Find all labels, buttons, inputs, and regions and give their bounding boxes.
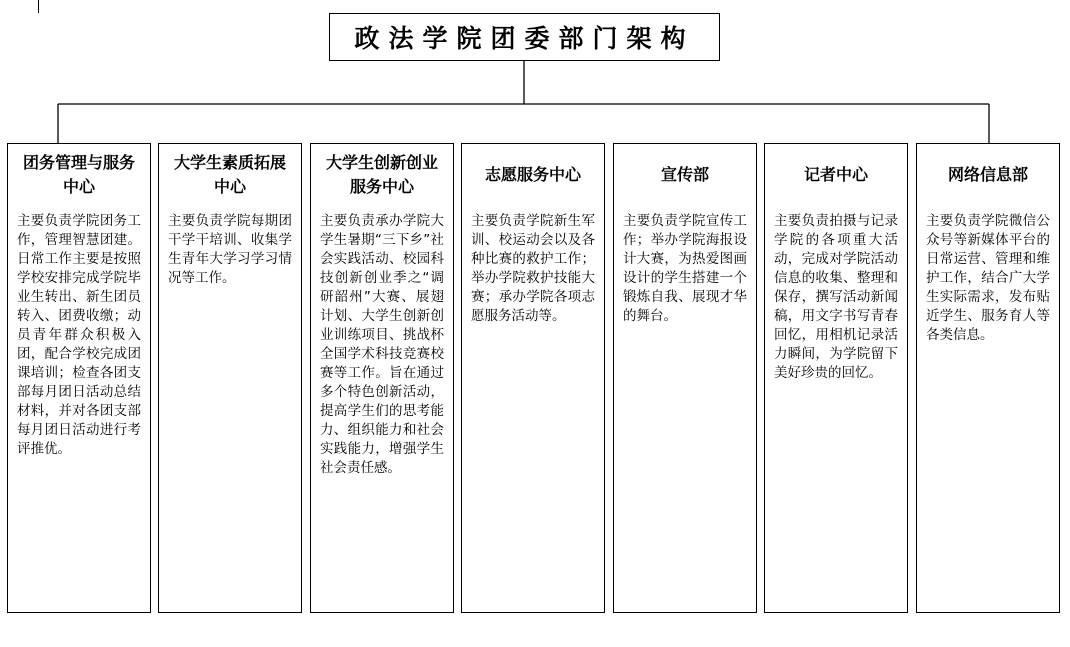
- dept-name: 网络信息部: [947, 165, 1028, 184]
- dept-box-jizhe: [764, 143, 908, 613]
- dept-name: 大学生素质拓展中心: [173, 153, 286, 196]
- dept-name: 志愿服务中心: [484, 165, 581, 184]
- dept-name: 宣传部: [660, 165, 709, 184]
- dept-box-tuanwu: [7, 143, 151, 613]
- dept-description: 主要负责学院团务工作，管理智慧团建。日常工作主要是按照学校安排完成学院毕业生转出、新生团员转入、团费收缴；动员青年群众积极入团，配合学校完成团课培训；检查各团支部每月团日活动总结材料，并对各团支部每月团日活动进行考评推优。: [17, 213, 141, 457]
- dept-box-zhiyuan: [461, 143, 605, 613]
- dept-box-chuangxin: [310, 143, 454, 613]
- dept-description: 主要负责学院微信公众号等新媒体平台的日常运营、管理和维护工作，结合广大学生实际需求，发布贴近学生、服务育人等各类信息。: [926, 213, 1050, 343]
- dept-name: 大学生创新创业服务中心: [325, 153, 438, 196]
- dept-box-xuanchuan: [613, 143, 757, 613]
- dept-description: 主要负责学院新生军训、校运动会以及各种比赛的救护工作；举办学院救护技能大赛；承办学院各项志愿服务活动等。: [471, 213, 595, 324]
- dept-description: 主要负责拍摄与记录学院的各项重大活动，完成对学院活动信息的收集、整理和保存，撰写活动新闻稿，用文字书写青春回忆，用相机记录活力瞬间，为学院留下美好珍贵的回忆。: [774, 213, 898, 381]
- dept-box-suzhi: [158, 143, 302, 613]
- dept-description: 主要负责学院宣传工作；举办学院海报设计大赛，为热爱图画设计的学生搭建一个锻炼自我、展现才华的舞台。: [623, 213, 747, 324]
- dept-box-wangluo: [916, 143, 1060, 613]
- dept-description: 主要负责承办学院大学生暑期“三下乡”社会实践活动、校园科技创新创业季之“调研韶州”大赛、展翅计划、大学生创新创业训练项目、挑战杯全国学术科技竞赛校赛等工作。旨在通过多个特色创新活动，提高学生们的思考能力、组织能力和社会实践能力，增强学生社会责任感。: [320, 213, 444, 476]
- dept-name: 记者中心: [803, 165, 868, 184]
- chart-title: 政法学院团委部门架构: [329, 13, 720, 61]
- dept-name: 团务管理与服务中心: [22, 153, 135, 196]
- dept-description: 主要负责学院每期团干学干培训、收集学生青年大学习学习情况等工作。: [168, 213, 292, 286]
